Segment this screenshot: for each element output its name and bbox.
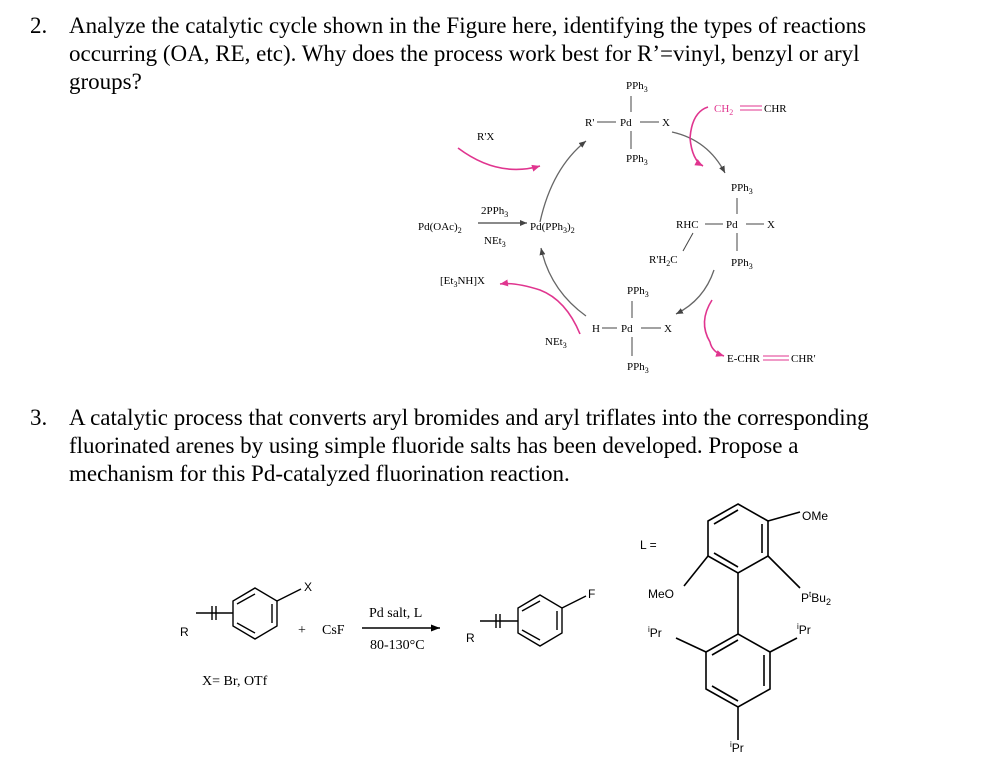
bot-pph-dn: PPh$_3$ — [627, 361, 649, 375]
et3nhx-label: $[Et_3NH]X$ — [440, 275, 485, 289]
alkene-label-b: CHR — [764, 103, 787, 115]
pdoac-label: $Pd(OAc)_2$ — [418, 221, 462, 235]
salt-out-arrow — [500, 284, 580, 334]
bond-ipr-left — [676, 638, 706, 652]
bot-h: H — [592, 323, 600, 335]
pdpph-label: $Pd(PPh_3)_2$ — [530, 221, 575, 235]
right-rh2c: $R'H_2C$ — [649, 254, 678, 268]
right-rhc: RHC — [676, 219, 699, 231]
top-r: R' — [585, 117, 595, 129]
bond-left-x — [277, 589, 301, 601]
bot-pph-up: PPh$_3$ — [627, 285, 649, 299]
q2-line-3: groups? — [69, 69, 142, 94]
ring-left-db-2 — [237, 594, 255, 604]
bond-meo — [684, 556, 708, 586]
aryl-ring-right — [518, 595, 562, 646]
alkene-in-arrow — [690, 107, 708, 166]
upper-db-3 — [714, 553, 738, 567]
plus-sign: + — [298, 623, 306, 638]
ring-right-db-3 — [522, 630, 540, 640]
meo-label: MeO — [648, 587, 675, 601]
q3-line-1: A catalytic process that converts aryl bromides and aryl triflates into the corresponding — [69, 405, 869, 430]
product-label-a: E-CHR — [727, 353, 760, 365]
catalytic-cycle — [418, 80, 816, 375]
q3-line-2: fluorinated arenes by using simple fluoride salts has been developed. Propose a — [69, 433, 799, 458]
ligand-lower-ring — [706, 634, 770, 707]
bond-ome — [768, 512, 800, 521]
fluorination-labels — [180, 580, 595, 689]
conditions-top: Pd salt, L — [369, 606, 423, 621]
right-pd: Pd — [726, 219, 738, 231]
q2-line-2: occurring (OA, RE, etc). Why does the process work best for R’=vinyl, benzyl or aryl — [69, 41, 860, 66]
top-x: X — [662, 117, 670, 129]
top-pd: Pd — [620, 117, 632, 129]
net3-in-label: NEt$_3$ — [545, 336, 567, 350]
bond-right-f — [562, 596, 586, 608]
rx-label: R'X — [477, 131, 495, 143]
bond-ipr-right — [770, 638, 797, 652]
r-left-label: R — [180, 625, 189, 639]
cycle-arc-oxidative-addition — [540, 141, 586, 222]
csf-label: CsF — [322, 623, 345, 638]
q2-number: 2. — [30, 13, 48, 38]
ring-left-db-3 — [237, 623, 255, 633]
ipr-left-label: $^i$Pr — [648, 625, 662, 640]
net3-label: NEt$_3$ — [484, 235, 506, 249]
ipr-right-label: $^i$Pr — [797, 622, 811, 637]
product-out-arrow — [704, 300, 724, 356]
ptbu2-label: $P^tBu_2$ — [801, 590, 831, 607]
ligand-labels — [640, 509, 831, 755]
alkene-label: $CH_2$ — [714, 103, 734, 117]
upper-db-2 — [714, 510, 738, 524]
top-pph-dn: PPh$_3$ — [626, 153, 648, 167]
ligand-structure — [676, 504, 800, 740]
q3-number: 3. — [30, 405, 48, 430]
product-label-b: CHR' — [791, 353, 816, 365]
right-pph-dn: PPh$_3$ — [731, 257, 753, 271]
x-substituent: X — [304, 580, 313, 594]
right-pph-up: PPh$_3$ — [731, 182, 753, 196]
aryl-ring-left — [233, 588, 277, 639]
top-pph-up: PPh$_3$ — [626, 80, 648, 94]
q2-line-1: Analyze the catalytic cycle shown in the Figure here, identifying the types of reactions — [69, 13, 867, 38]
bot-pd: Pd — [621, 323, 633, 335]
lower-db-3 — [712, 686, 738, 701]
twopph-label: 2PPh$_3$ — [481, 205, 509, 219]
ipr-bottom-label: $^i$Pr — [730, 740, 744, 755]
bot-x: X — [664, 323, 672, 335]
ring-right-db-2 — [522, 601, 540, 611]
x-definition: X= Br, OTf — [202, 674, 268, 689]
right-bond-rh2c — [683, 233, 693, 251]
lower-db-2 — [712, 640, 738, 655]
cycle-arc-insertion — [672, 132, 725, 173]
f-substituent: F — [588, 587, 596, 601]
q3-line-3: mechanism for this Pd-catalyzed fluorination reaction. — [69, 461, 570, 486]
ligand-upper-ring — [708, 504, 768, 573]
bond-ptbu — [768, 556, 800, 588]
l-equals: L = — [640, 538, 657, 552]
ome-label: OMe — [802, 509, 829, 523]
right-x: X — [767, 219, 775, 231]
conditions-bottom: 80-130°C — [370, 638, 425, 653]
r-right-label: R — [466, 631, 475, 645]
rx-in-arrow — [458, 148, 540, 169]
